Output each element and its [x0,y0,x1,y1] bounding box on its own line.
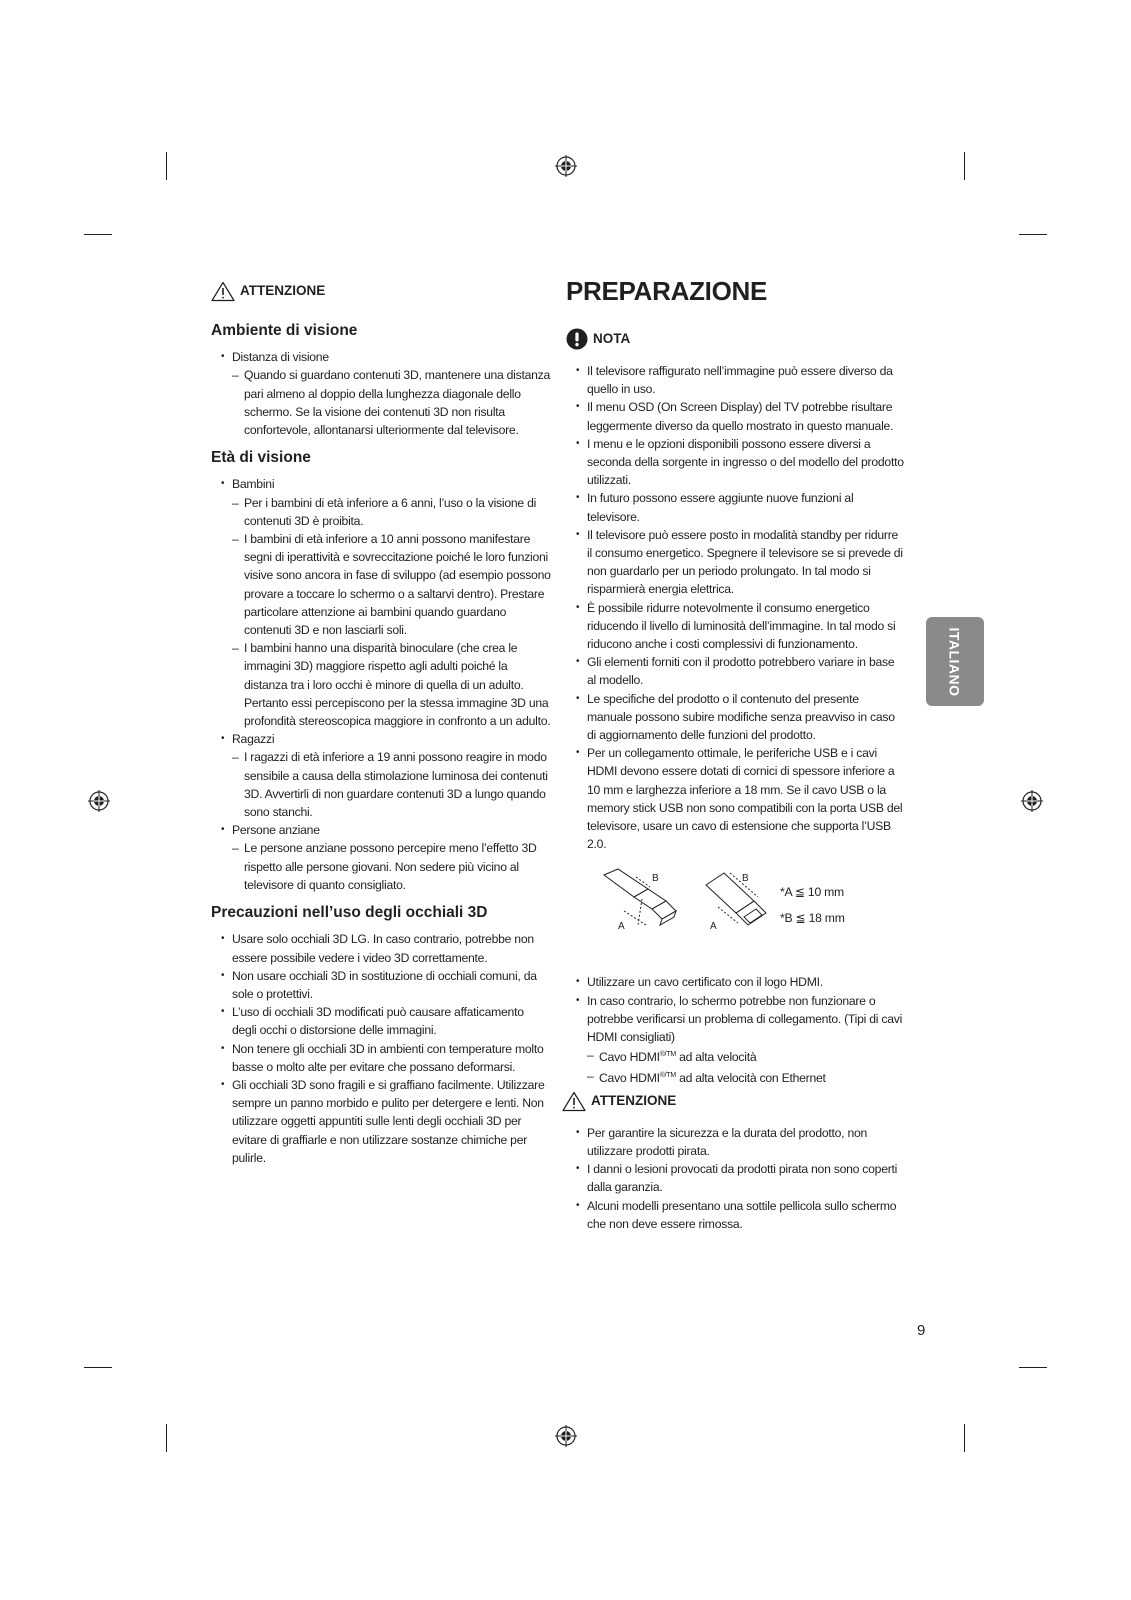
exclamation-circle-icon [566,328,588,350]
item-text: Bambini [232,477,275,492]
sub-list [232,839,551,894]
crop-mark [1019,234,1047,235]
list-item: • Gli occhiali 3D sono fragili e si graffiano facilmente. Utilizzare sempre un panno morbido e pulito per detergere e lenti. Non utilizzare oggetti appuntiti sulle lenti degli occhiali 3D per evitare di graffiarle e non utilizzare sostanze chimiche per pulirle. [221,1076,551,1167]
page-number: 9 [917,1322,926,1339]
list-item: • Alcuni modelli presentano una sottile pellicola sullo schermo che non deve essere rimossa. [576,1197,906,1233]
note-label: NOTA [593,330,631,346]
warning-triangle-icon [211,281,235,302]
item-text: In caso contrario, lo schermo potrebbe non funzionare o potrebbe verificarsi un problema di collegamento. (Tipi di cavi HDMI consigliati) [587,993,903,1045]
note-list [566,362,906,853]
sub-list [587,1046,906,1087]
list-item [576,992,906,1087]
sub-item: – Per i bambini di età inferiore a 6 anni, l’uso o la visione di contenuti 3D è proibita. [232,494,551,530]
attention-heading [211,281,551,302]
page-title: PREPARAZIONE [566,276,768,306]
connector-size-figure [566,867,906,951]
crop-mark [964,1424,965,1452]
list-item: • Usare solo occhiali 3D LG. In caso contrario, potrebbe non essere possibile vedere i video 3D correttamente. [221,930,551,966]
attention-list [566,1124,906,1233]
list-item: • Gli elementi forniti con il prodotto potrebbero variare in base al modello. [576,653,906,689]
item-text: Distanza di visione [232,350,329,365]
section-title: Età di visione [211,449,311,467]
section-title: Ambiente di visione [211,322,358,339]
hdmi-connector-illustration [602,867,702,947]
label-a: A [710,921,717,933]
sub-item: – I bambini di età inferiore a 10 anni possono manifestare segni di iperattività e sovreccitazione poiché le loro funzioni visive sono ancora in fase di sviluppo (ad esempio possono provare a toccare lo schermo o a saltarvi dentro). Prestare particolare attenzione ai bambini quando guardano contenuti 3D e non lasciarli soli. [232,530,551,639]
list-item: • Per un collegamento ottimale, le periferiche USB e i cavi HDMI devono essere dotati di cornici di spessore inferiore a 10 mm e larghezza inferiore a 18 mm. Se il cavo USB o la memory stick USB non sono compatibili con la porta USB del televisore, usare un cavo di estensione che supporta l’USB 2.0. [576,744,906,853]
list-item: • I danni o lesioni provocati da prodotti pirata non sono coperti dalla garanzia. [576,1160,906,1196]
trademark: ®/TM [659,1071,676,1079]
sub-item: – I ragazzi di età inferiore a 19 anni possono reagire in modo sensibile a causa della stimolazione luminosa dei contenuti 3D. Avvertirli di non guardare contenuti 3D a lungo quando sono stanchi. [232,748,551,821]
left-column [211,281,551,1167]
sub-list [232,494,551,731]
cable-name: Cavo HDMI [599,1070,660,1085]
list-item: • Il menu OSD (On Screen Display) del TV potrebbe risultare leggermente diverso da quello mostrato in questo manuale. [576,398,906,434]
sub-list [232,748,551,821]
section-title: Precauzioni nell’uso degli occhiali 3D [211,904,488,922]
cable-type: ad alta velocità con Ethernet [675,1070,826,1085]
registration-mark-icon [555,1425,577,1447]
warning-triangle-icon [562,1091,586,1112]
crop-mark [166,152,167,180]
list-item [221,730,551,821]
list-item: • Il televisore raffigurato nell’immagine può essere diverso da quello in uso. [576,362,906,398]
list-item: • I menu e le opzioni disponibili possono essere diversi a seconda della sorgente in ingresso o del modello del prodotto utilizzati. [576,435,906,490]
crop-mark [166,1424,167,1452]
condition-a: *A ≦ 10 mm [780,885,844,900]
crop-mark [1019,1367,1047,1368]
list-item [221,475,551,730]
label-b: B [652,873,659,885]
sub-item [587,1067,906,1087]
list-item: • Non usare occhiali 3D in sostituzione di occhiali comuni, da sole o protettivi. [221,967,551,1003]
bullet-list [211,475,551,894]
list-item: • In futuro possono essere aggiunte nuove funzioni al televisore. [576,489,906,525]
registration-mark-icon [1021,790,1043,812]
language-tab-label: ITALIANO [947,626,964,697]
right-column [566,274,906,1233]
item-text: Ragazzi [232,732,275,747]
list-item [221,348,551,439]
label-b: B [742,873,749,885]
list-item: • Il televisore può essere posto in modalità standby per ridurre il consumo energetico. Spegnere il televisore se si prevede di non guardarlo per un periodo prolungato. In tal modo si risparmierà energia elettrica. [576,526,906,599]
trademark: ®/TM [659,1051,676,1059]
sub-item: – Quando si guardano contenuti 3D, mantenere una distanza pari almeno al doppio della lunghezza diagonale dello schermo. Se la visione dei contenuti 3D non risulta confortevole, allontanarsi ulteriormente dal televisore. [232,366,551,439]
note-heading [566,328,906,350]
hdmi-list [566,973,906,1086]
attention-heading [562,1091,906,1112]
language-tab [926,617,984,706]
bullet-list [211,930,551,1167]
list-item: • È possibile ridurre notevolmente il consumo energetico riducendo il livello di luminosità dell’immagine. In tal modo si riducono anche i costi complessivi di funzionamento. [576,599,906,654]
item-text: Persone anziane [232,823,320,838]
sub-item: – Le persone anziane possono percepire meno l’effetto 3D rispetto alle persone giovani. Non sedere più vicino al televisore di quanto consigliato. [232,839,551,894]
bullet-list [211,348,551,439]
sub-item: – I bambini hanno una disparità binoculare (che crea le immagini 3D) maggiore rispetto agli adulti poiché la distanza tra i loro occhi è minore di quella di un adulto. Pertanto essi percepiscono per la stessa immagine 3D una profondità stereoscopica maggiore in confronto a un adulto. [232,639,551,730]
sub-item [587,1046,906,1066]
registration-mark-icon [555,155,577,177]
list-item: • Non tenere gli occhiali 3D in ambienti con temperature molto basse o molto alte per evitare che possano deformarsi. [221,1040,551,1076]
attention-label: ATTENZIONE [591,1093,677,1109]
usb-stick-illustration [704,867,784,947]
crop-mark [84,234,112,235]
list-item: • Le specifiche del prodotto o il contenuto del presente manuale possono subire modifiche senza preavviso in caso di aggiornamento delle funzioni del prodotto. [576,690,906,745]
list-item [221,821,551,894]
registration-mark-icon [88,790,110,812]
list-item: • L’uso di occhiali 3D modificati può causare affaticamento degli occhi o distorsione delle immagini. [221,1003,551,1039]
sub-list [232,366,551,439]
crop-mark [964,152,965,180]
crop-mark [84,1367,112,1368]
attention-label: ATTENZIONE [240,283,326,299]
cable-type: ad alta velocità [675,1050,757,1065]
condition-b: *B ≦ 18 mm [780,911,845,926]
list-item: • Per garantire la sicurezza e la durata del prodotto, non utilizzare prodotti pirata. [576,1124,906,1160]
list-item: • Utilizzare un cavo certificato con il logo HDMI. [576,973,906,991]
cable-name: Cavo HDMI [599,1050,660,1065]
label-a: A [618,921,625,933]
